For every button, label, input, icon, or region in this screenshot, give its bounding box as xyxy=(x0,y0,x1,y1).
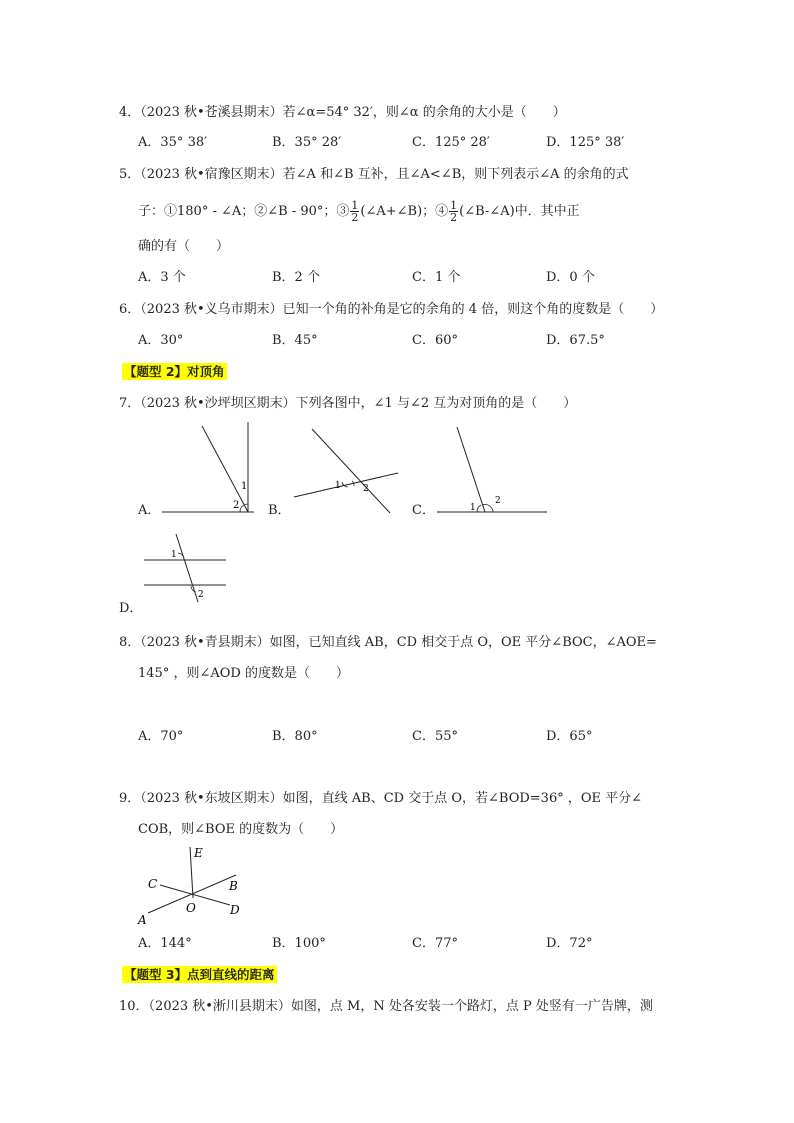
question-5-stem-line1: 5．（2023 秋•宿豫区期末）若∠A 和∠B 互补，且∠A<∠B，则下列表示∠A 的余角的式 xyxy=(119,167,629,182)
q6-option-c: C．60° xyxy=(412,333,458,348)
angle-1-label: 1 xyxy=(171,550,177,560)
question-4-stem: 4．（2023 秋•苍溪县期末）若∠α=54° 32′，则∠α 的余角的大小是（ ） xyxy=(119,105,566,120)
q9-option-c: C．77° xyxy=(412,936,458,951)
question-8-stem-line2: 145° ，则∠AOD 的度数是（ ） xyxy=(138,666,349,681)
question-7-stem: 7．（2023 秋•沙坪坝区期末）下列各图中，∠1 与∠2 互为对顶角的是（ ） xyxy=(119,396,577,411)
angle-2-label: 2 xyxy=(363,484,369,494)
angle-2-label: 2 xyxy=(198,590,204,600)
angle-2-label: 2 xyxy=(495,496,501,506)
point-o-label: O xyxy=(186,901,196,915)
angle-1-label: 1 xyxy=(241,481,248,492)
question-6-stem: 6．（2023 秋•义乌市期末）已知一个角的补角是它的余角的 4 倍，则这个角的度数是（ ） xyxy=(119,302,664,317)
angle-1-label: 1 xyxy=(470,503,476,513)
q7-option-c: C． xyxy=(412,503,435,518)
q8-option-a: A．70° xyxy=(138,729,184,744)
q5-expr-part1: 子：①180° - ∠A；②∠B - 90°；③ xyxy=(138,204,350,219)
question-9-stem-line2: COB，则∠BOE 的度数为（ ） xyxy=(138,822,344,837)
point-d-label: D xyxy=(230,903,240,917)
q5-option-a: A．3 个 xyxy=(138,270,186,285)
q5-option-b: B．2 个 xyxy=(272,270,320,285)
point-a-label: A xyxy=(138,913,147,927)
q7-figure-a xyxy=(160,420,260,520)
q7-option-a: A． xyxy=(138,503,161,518)
q8-option-c: C．55° xyxy=(412,729,458,744)
section-heading-type-3: 【题型 3】点到直线的距离 xyxy=(124,967,275,982)
q9-option-b: B．100° xyxy=(272,936,326,951)
q5-fraction-half-1 xyxy=(350,200,359,223)
q4-option-a: A．35° 38′ xyxy=(138,135,208,150)
fraction-numerator: 1 xyxy=(450,199,458,212)
point-b-label: B xyxy=(229,879,238,893)
q6-option-b: B．45° xyxy=(272,333,318,348)
question-9-stem-line1: 9．（2023 秋•东坡区期末）如图，直线 AB、CD 交于点 O，若∠BOD=36° ，OE 平分∠ xyxy=(119,791,643,806)
q7-option-b: B． xyxy=(268,503,291,518)
fraction-denominator: 2 xyxy=(450,211,458,224)
q9-option-d: D．72° xyxy=(546,936,593,951)
angle-1-label: 1 xyxy=(335,481,341,491)
q7-figure-b xyxy=(290,425,410,520)
q4-option-d: D．125° 38′ xyxy=(546,135,625,150)
fraction-numerator: 1 xyxy=(351,199,359,212)
question-5-stem-line3: 确的有（ ） xyxy=(138,239,230,254)
point-e-label: E xyxy=(194,846,203,860)
q8-option-d: D．65° xyxy=(546,729,593,744)
q7-figure-d xyxy=(140,532,235,607)
angle-2-label: 2 xyxy=(233,500,240,511)
q5-fraction-half-2 xyxy=(449,200,458,223)
point-c-label: C xyxy=(148,877,158,891)
fraction-denominator: 2 xyxy=(351,211,359,224)
section-heading-type-2: 【题型 2】对顶角 xyxy=(124,364,225,379)
q7-option-d: D． xyxy=(119,601,143,616)
question-5-stem-line2 xyxy=(138,200,580,223)
question-10-stem: 10．（2023 秋•淅川县期末）如图，点 M，N 处各安装一个路灯，点 P 处竖有一广告牌，测 xyxy=(119,999,653,1014)
q7-figure-c xyxy=(435,425,550,520)
q5-expr-part2: (∠A+∠B)；④ xyxy=(360,204,449,219)
q5-option-c: C．1 个 xyxy=(412,270,461,285)
q9-figure xyxy=(138,845,248,925)
q6-option-d: D．67.5° xyxy=(546,333,605,348)
q6-option-a: A．30° xyxy=(138,333,184,348)
q4-option-b: B．35° 28′ xyxy=(272,135,342,150)
q9-option-a: A．144° xyxy=(138,936,192,951)
question-8-stem-line1: 8．（2023 秋•青县期末）如图，已知直线 AB，CD 相交于点 O，OE 平分∠BOC，∠AOE= xyxy=(119,635,657,650)
q5-option-d: D．0 个 xyxy=(546,270,595,285)
q4-option-c: C．125° 28′ xyxy=(412,135,490,150)
q8-option-b: B．80° xyxy=(272,729,318,744)
q5-expr-part3: (∠B-∠A)中．其中正 xyxy=(459,204,580,219)
